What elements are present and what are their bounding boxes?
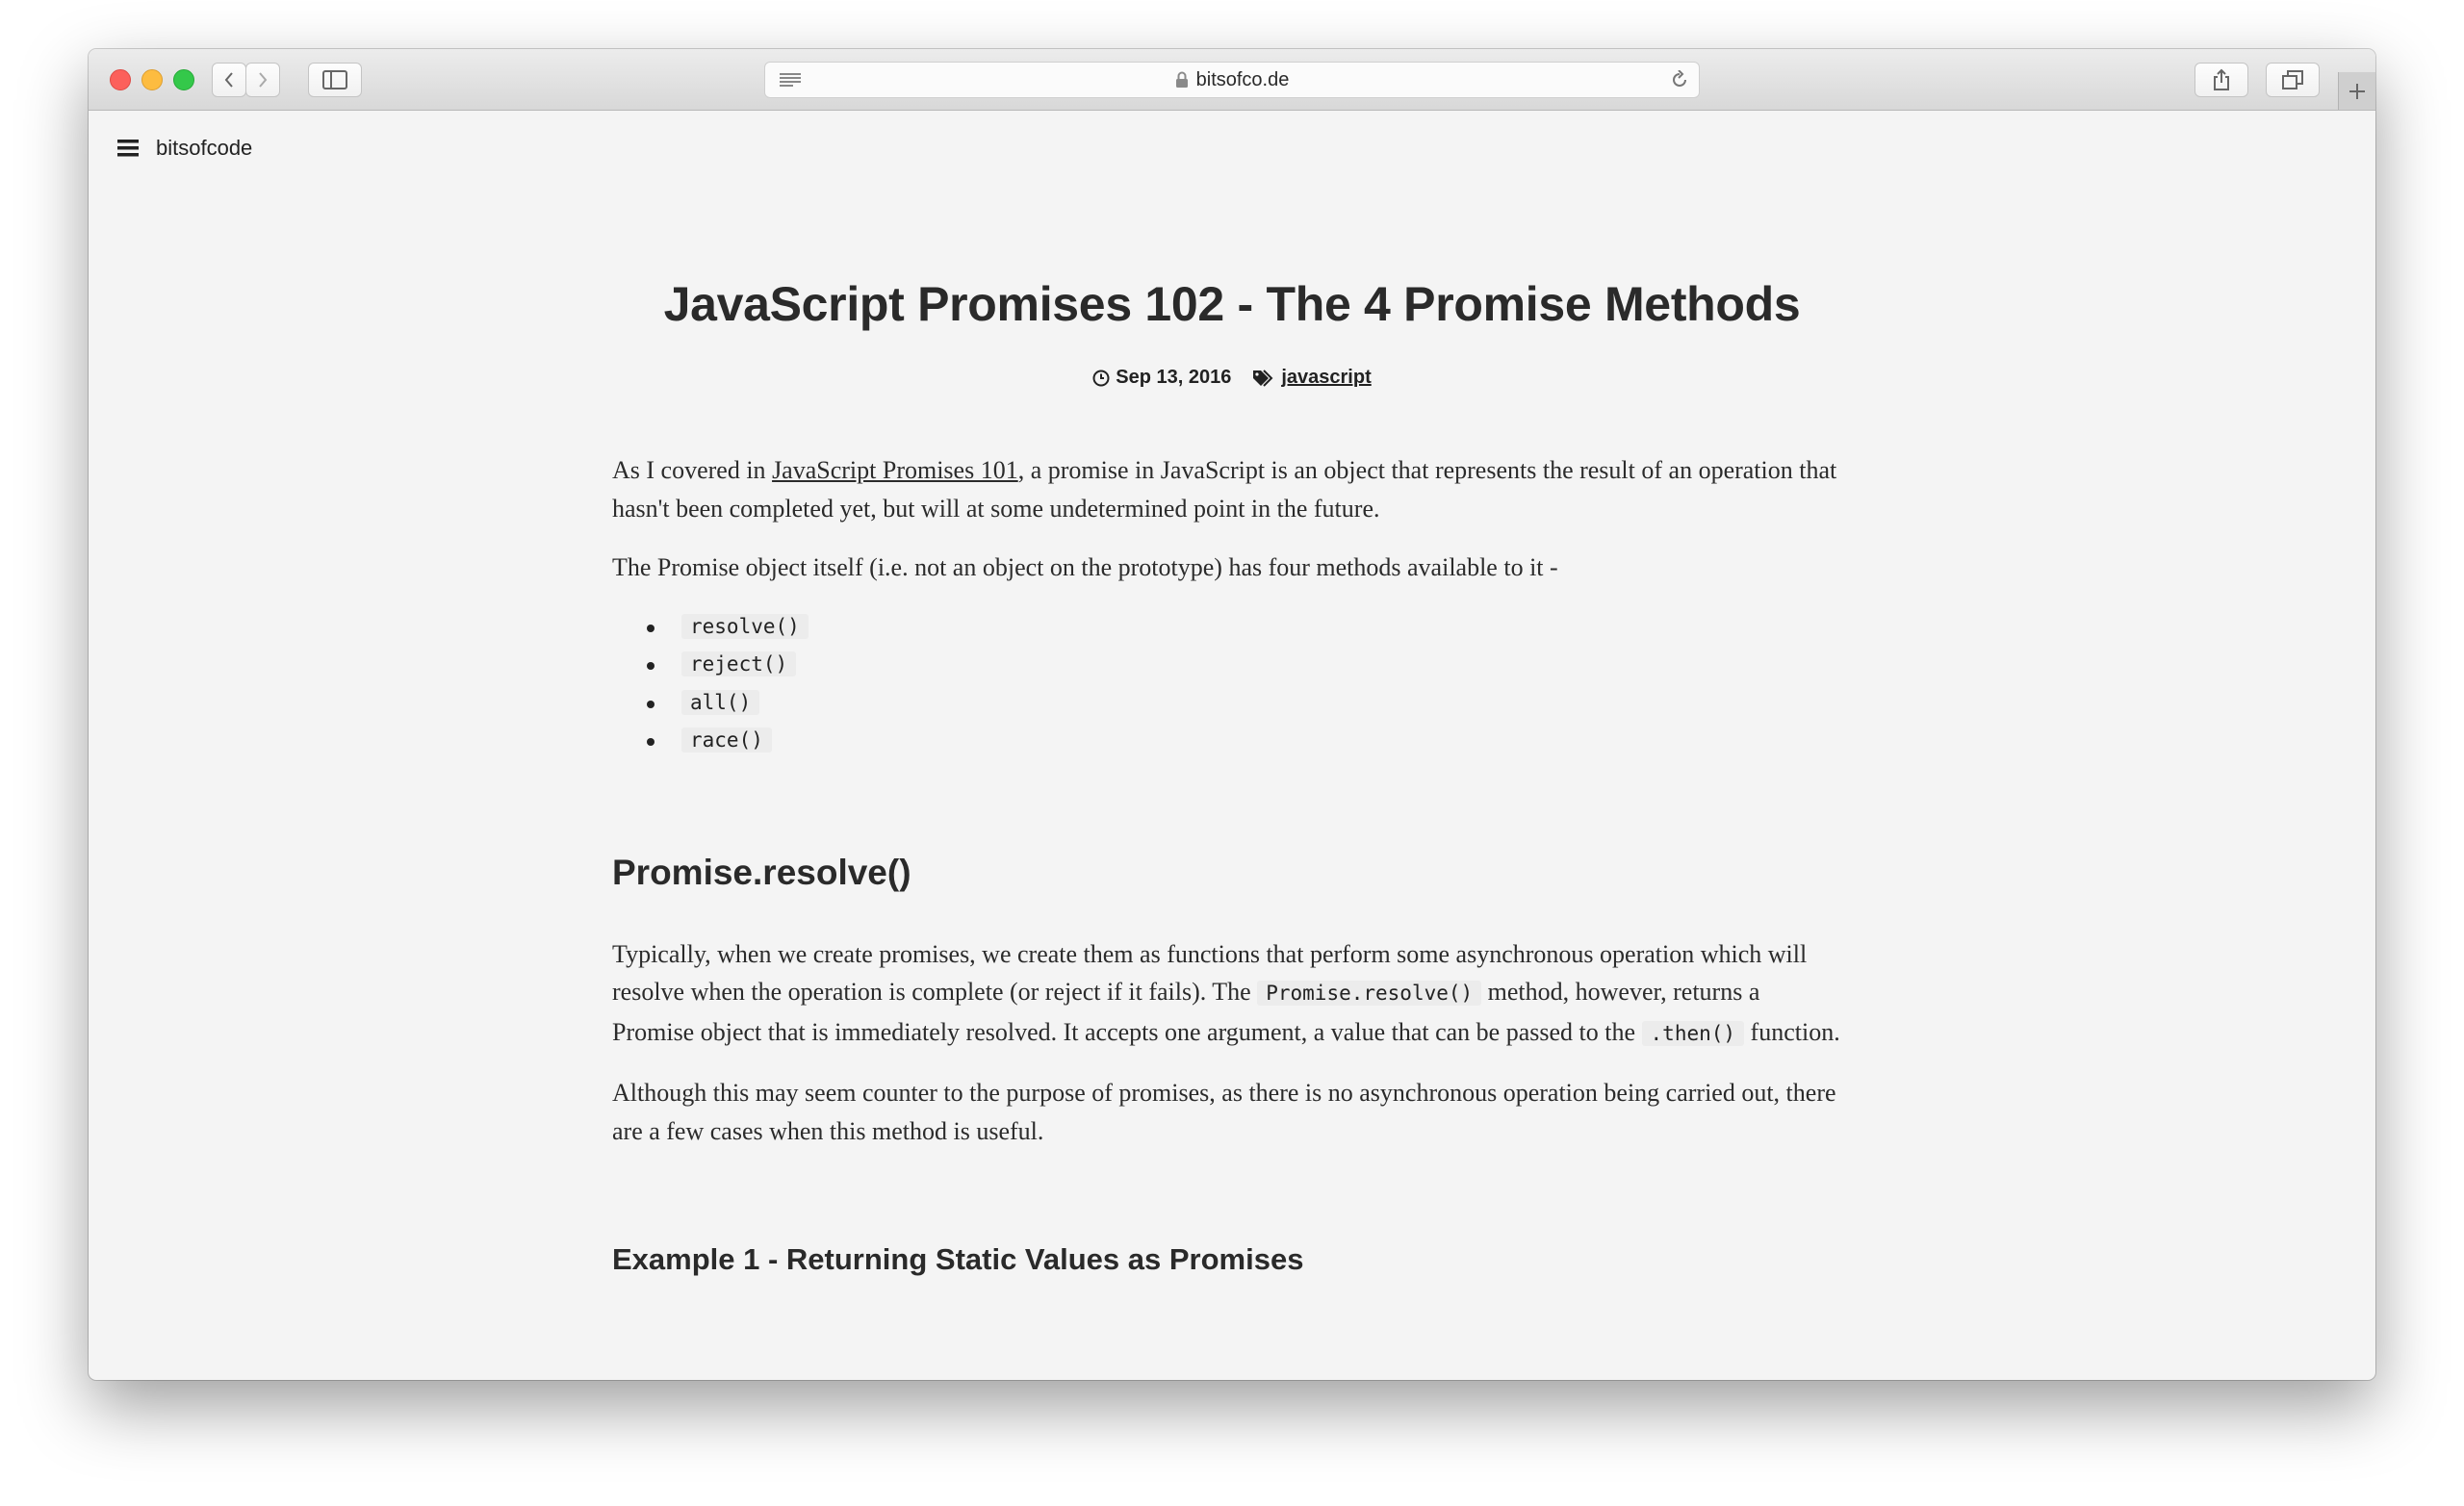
method-code: all()	[681, 690, 759, 715]
tag-link-javascript[interactable]: javascript	[1281, 367, 1372, 388]
zoom-window-button[interactable]	[173, 69, 194, 90]
methods-list	[612, 608, 1844, 760]
address-bar[interactable]	[764, 62, 1700, 98]
site-header	[117, 136, 252, 161]
tabs-overview-button[interactable]	[2266, 63, 2320, 97]
share-button[interactable]	[2194, 63, 2248, 97]
tags-icon	[1252, 370, 1275, 387]
paragraph-text: Typically, when we create promises, we create them as functions that perform some asynchronous operation which will resolve when the operation is complete (or reject if it fails). The	[612, 939, 1808, 1006]
resolve-paragraph	[612, 935, 1844, 1054]
url-text: bitsofco.de	[1195, 68, 1290, 90]
section-heading: Promise.resolve()	[612, 852, 911, 892]
chevron-right-icon	[256, 70, 270, 89]
methods-intro-paragraph: The Promise object itself (i.e. not an object on the prototype) has four methods available to it -	[612, 553, 1558, 581]
intro-paragraph	[612, 451, 1844, 527]
post-date	[1092, 367, 1231, 389]
inline-code: Promise.resolve()	[1257, 981, 1481, 1006]
intro-text-before: As I covered in	[612, 456, 773, 484]
sidebar-icon	[322, 70, 347, 89]
list-item	[681, 608, 1844, 647]
reload-icon[interactable]	[1670, 70, 1689, 89]
example-heading: Example 1 - Returning Static Values as Promises	[612, 1242, 1304, 1276]
close-window-button[interactable]	[110, 69, 131, 90]
plus-icon	[2348, 82, 2367, 101]
list-item	[681, 722, 1844, 760]
method-code: race()	[681, 727, 772, 753]
list-item	[681, 646, 1844, 684]
hamburger-menu-icon[interactable]	[117, 140, 139, 157]
share-icon	[2212, 68, 2231, 91]
intro-text-after: , a promise in JavaScript is an object that represents the result of an operation that hasn't been completed yet, but will at some undetermined point in the future.	[612, 456, 1837, 523]
new-tab-button[interactable]	[2338, 72, 2375, 110]
paragraph-text: method, however, returns a Promise object that is immediately resolved. It accepts one argument, a value that can be passed to the	[612, 978, 1760, 1046]
post-date-text: Sep 13, 2016	[1116, 367, 1232, 388]
forward-button[interactable]	[245, 63, 280, 97]
site-brand-link[interactable]: bitsofcode	[156, 136, 253, 160]
chevron-left-icon	[222, 70, 236, 89]
article-meta	[89, 367, 2375, 389]
page-viewport	[89, 111, 2375, 1380]
paragraph-text: function.	[1744, 1017, 1840, 1046]
inline-code: .then()	[1642, 1021, 1745, 1046]
lock-icon	[1175, 71, 1189, 89]
sidebar-toggle-button[interactable]	[308, 63, 362, 97]
url-display	[765, 63, 1699, 97]
method-code: reject()	[681, 651, 796, 676]
minimize-window-button[interactable]	[141, 69, 163, 90]
promises-101-link[interactable]: JavaScript Promises 101	[772, 456, 1018, 484]
article-body	[612, 451, 1844, 1277]
page-title: JavaScript Promises 102 - The 4 Promise Methods	[663, 277, 1801, 331]
usefulness-paragraph: Although this may seem counter to the purpose of promises, as there is no asynchronous operation being carried out, there are a few cases when this method is useful.	[612, 1079, 1836, 1145]
method-code: resolve()	[681, 614, 808, 639]
browser-window	[89, 49, 2375, 1380]
browser-toolbar	[89, 49, 2375, 111]
clock-icon	[1092, 370, 1110, 387]
list-item	[681, 684, 1844, 723]
back-button[interactable]	[212, 63, 246, 97]
tabs-icon	[2282, 70, 2303, 89]
post-tags	[1252, 367, 1371, 389]
